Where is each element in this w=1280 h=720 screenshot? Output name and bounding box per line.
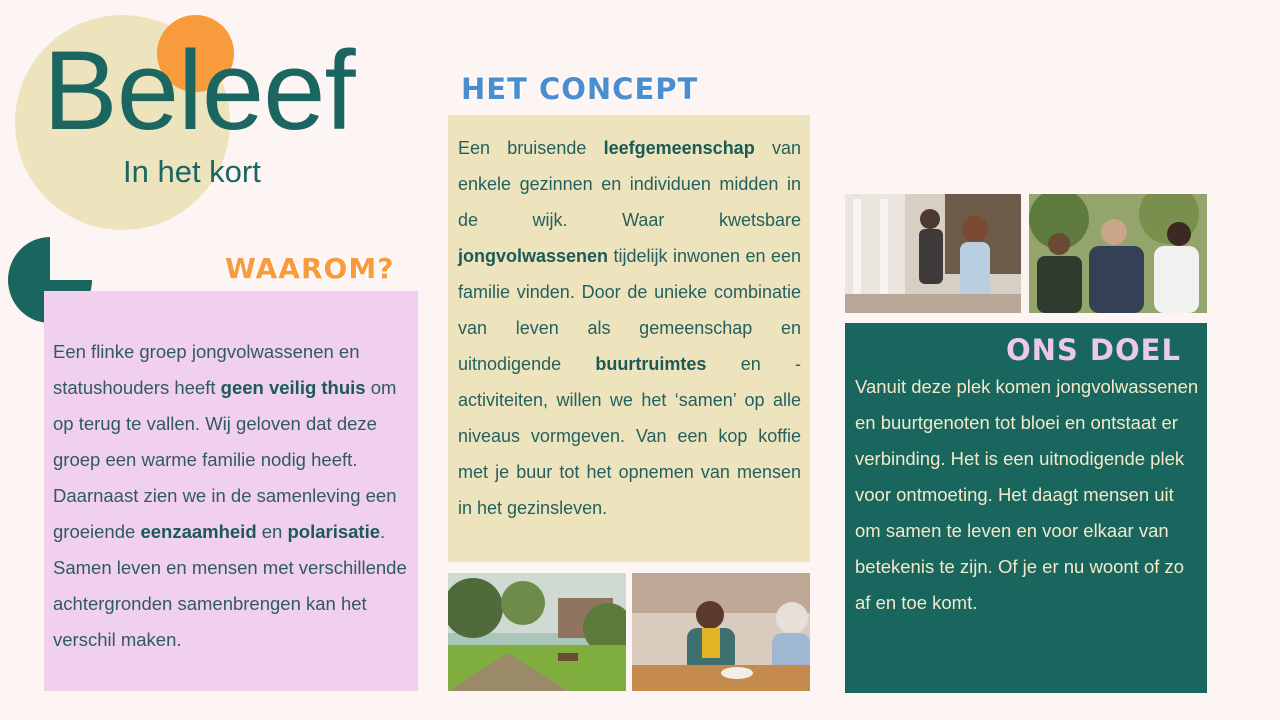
- waarom-bold-2: eenzaamheid: [140, 521, 257, 542]
- concept-text-3: tijdelijk inwonen en een familie vinden. Door de unieke combinatie van leven als gemeenschap en uitnodigende: [458, 246, 801, 374]
- logo-title: Beleef: [43, 28, 355, 153]
- waarom-bold-1: geen veilig thuis: [220, 377, 366, 398]
- concept-bold-3: buurtruimtes: [595, 354, 707, 374]
- waarom-heading: WAAROM?: [225, 252, 395, 285]
- waarom-text-1: Een flinke groep jongvolwassenen en statushouders heeft: [53, 341, 360, 398]
- logo-subtitle: In het kort: [123, 154, 261, 189]
- photo-neighbors: [845, 194, 1021, 313]
- concept-text-2: van enkele gezinnen en individuen midden in de wijk. Waar kwetsbare: [458, 138, 801, 230]
- waarom-text-4: . Samen leven en mensen met verschillende achtergronden samenbrengen kan het verschil maken.: [53, 521, 407, 650]
- photo-hug: [1029, 194, 1207, 313]
- doel-panel: [845, 323, 1207, 693]
- photo-garden: [448, 573, 626, 691]
- concept-text-4: en -activiteiten, willen we het ‘samen’ op alle niveaus vormgeven. Van een kop koffie met je buur tot het opnemen van mensen in het gezinsleven.: [458, 354, 801, 518]
- waarom-panel: [44, 291, 418, 691]
- waarom-bold-3: polarisatie: [287, 521, 381, 542]
- waarom-text-2: om op terug te vallen. Wij geloven dat deze groep een warme familie nodig heeft. Daarnaast zien we in de samenleving een groeiende: [53, 377, 397, 542]
- concept-bold-2: jongvolwassenen: [458, 246, 609, 266]
- doel-text: Vanuit deze plek komen jongvolwassenen en buurtgenoten tot bloei en ontstaat er verbinding. Het is een uitnodigende plek voor ontmoeting. Het daagt mensen uit om samen te leven en voor elkaar van betekenis te zijn. Of je er nu woont of zo af en toe komt.: [855, 376, 1199, 613]
- concept-heading: HET CONCEPT: [461, 72, 699, 106]
- concept-bold-1: leefgemeenschap: [603, 138, 755, 158]
- photo-dinner: [632, 573, 810, 691]
- concept-panel: [448, 115, 810, 562]
- waarom-text-3: en: [256, 521, 288, 542]
- doel-heading: ONS DOEL: [1006, 333, 1181, 367]
- concept-text-1: Een bruisende: [458, 138, 604, 158]
